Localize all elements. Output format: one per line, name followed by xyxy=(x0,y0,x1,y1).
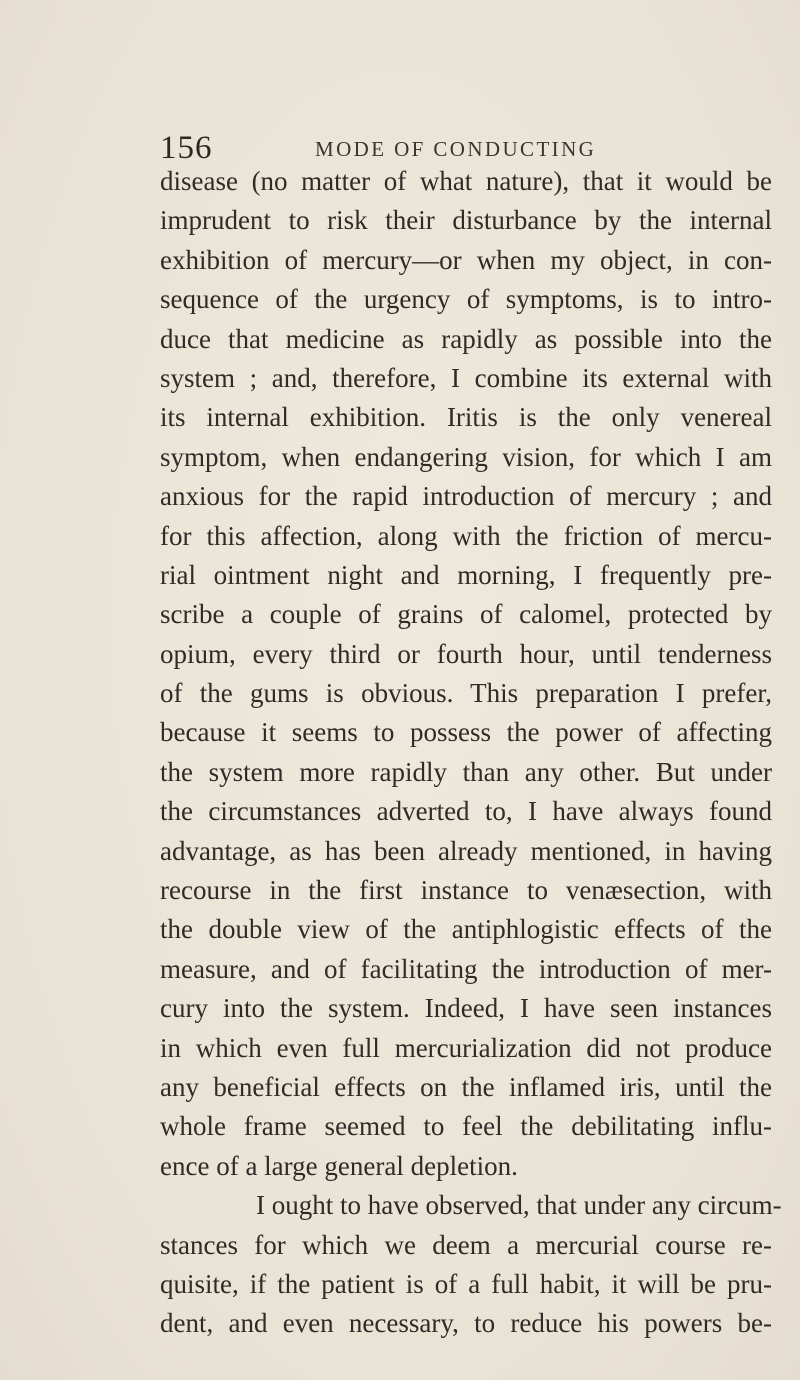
text-line: its internal exhibition. Iritis is the only venereal xyxy=(160,402,772,433)
text-line: of the gums is obvious. This preparation I prefer, xyxy=(160,678,772,709)
paragraph-end-line: ence of a large general depletion. xyxy=(160,1150,518,1181)
text-line: because it seems to possess the power of affecting xyxy=(160,717,772,748)
text-line: measure, and of facilitating the introduction of mer- xyxy=(160,953,772,984)
text-line: symptom, when endangering vision, for which I am xyxy=(160,441,772,472)
text-line: system ; and, therefore, I combine its external with xyxy=(160,362,772,393)
text-line: duce that medicine as rapidly as possible into the xyxy=(160,323,772,354)
text-line: quisite, if the patient is of a full habit, it will be pru- xyxy=(160,1268,772,1299)
text-line: in which even full mercurialization did not produce xyxy=(160,1032,772,1063)
text-line: cury into the system. Indeed, I have seen instances xyxy=(160,993,772,1024)
running-title: MODE OF CONDUCTING xyxy=(315,137,597,161)
text-line: advantage, as has been already mentioned, in having xyxy=(160,835,772,866)
text-line: stances for which we deem a mercurial course re- xyxy=(160,1229,772,1260)
text-line: exhibition of mercury—or when my object, in con- xyxy=(160,244,772,275)
text-line: rial ointment night and morning, I frequently pre- xyxy=(160,559,772,590)
text-line: whole frame seemed to feel the debilitating influ- xyxy=(160,1111,772,1142)
text-line: the circumstances adverted to, I have always found xyxy=(160,796,772,827)
text-line: imprudent to risk their disturbance by the internal xyxy=(160,205,772,236)
text-line: recourse in the first instance to venæsection, with xyxy=(160,875,772,906)
text-line: for this affection, along with the friction of mercu- xyxy=(160,520,772,551)
text-line: opium, every third or fourth hour, until tenderness xyxy=(160,638,772,669)
text-line: anxious for the rapid introduction of mercury ; and xyxy=(160,481,772,512)
text-line: the system more rapidly than any other. But under xyxy=(160,756,772,787)
page-number: 156 xyxy=(160,130,213,166)
text-line: any beneficial effects on the inflamed iris, until the xyxy=(160,1071,772,1102)
text-line: dent, and even necessary, to reduce his powers be- xyxy=(160,1308,772,1339)
paragraph-start-line: I ought to have observed, that under any circum- xyxy=(256,1190,782,1221)
text-line: the double view of the antiphlogistic effects of the xyxy=(160,914,772,945)
text-line: sequence of the urgency of symptoms, is to intro- xyxy=(160,284,772,315)
text-line: scribe a couple of grains of calomel, protected by xyxy=(160,599,772,630)
text-line: disease (no matter of what nature), that it would be xyxy=(160,166,772,196)
body-text xyxy=(160,162,782,1344)
